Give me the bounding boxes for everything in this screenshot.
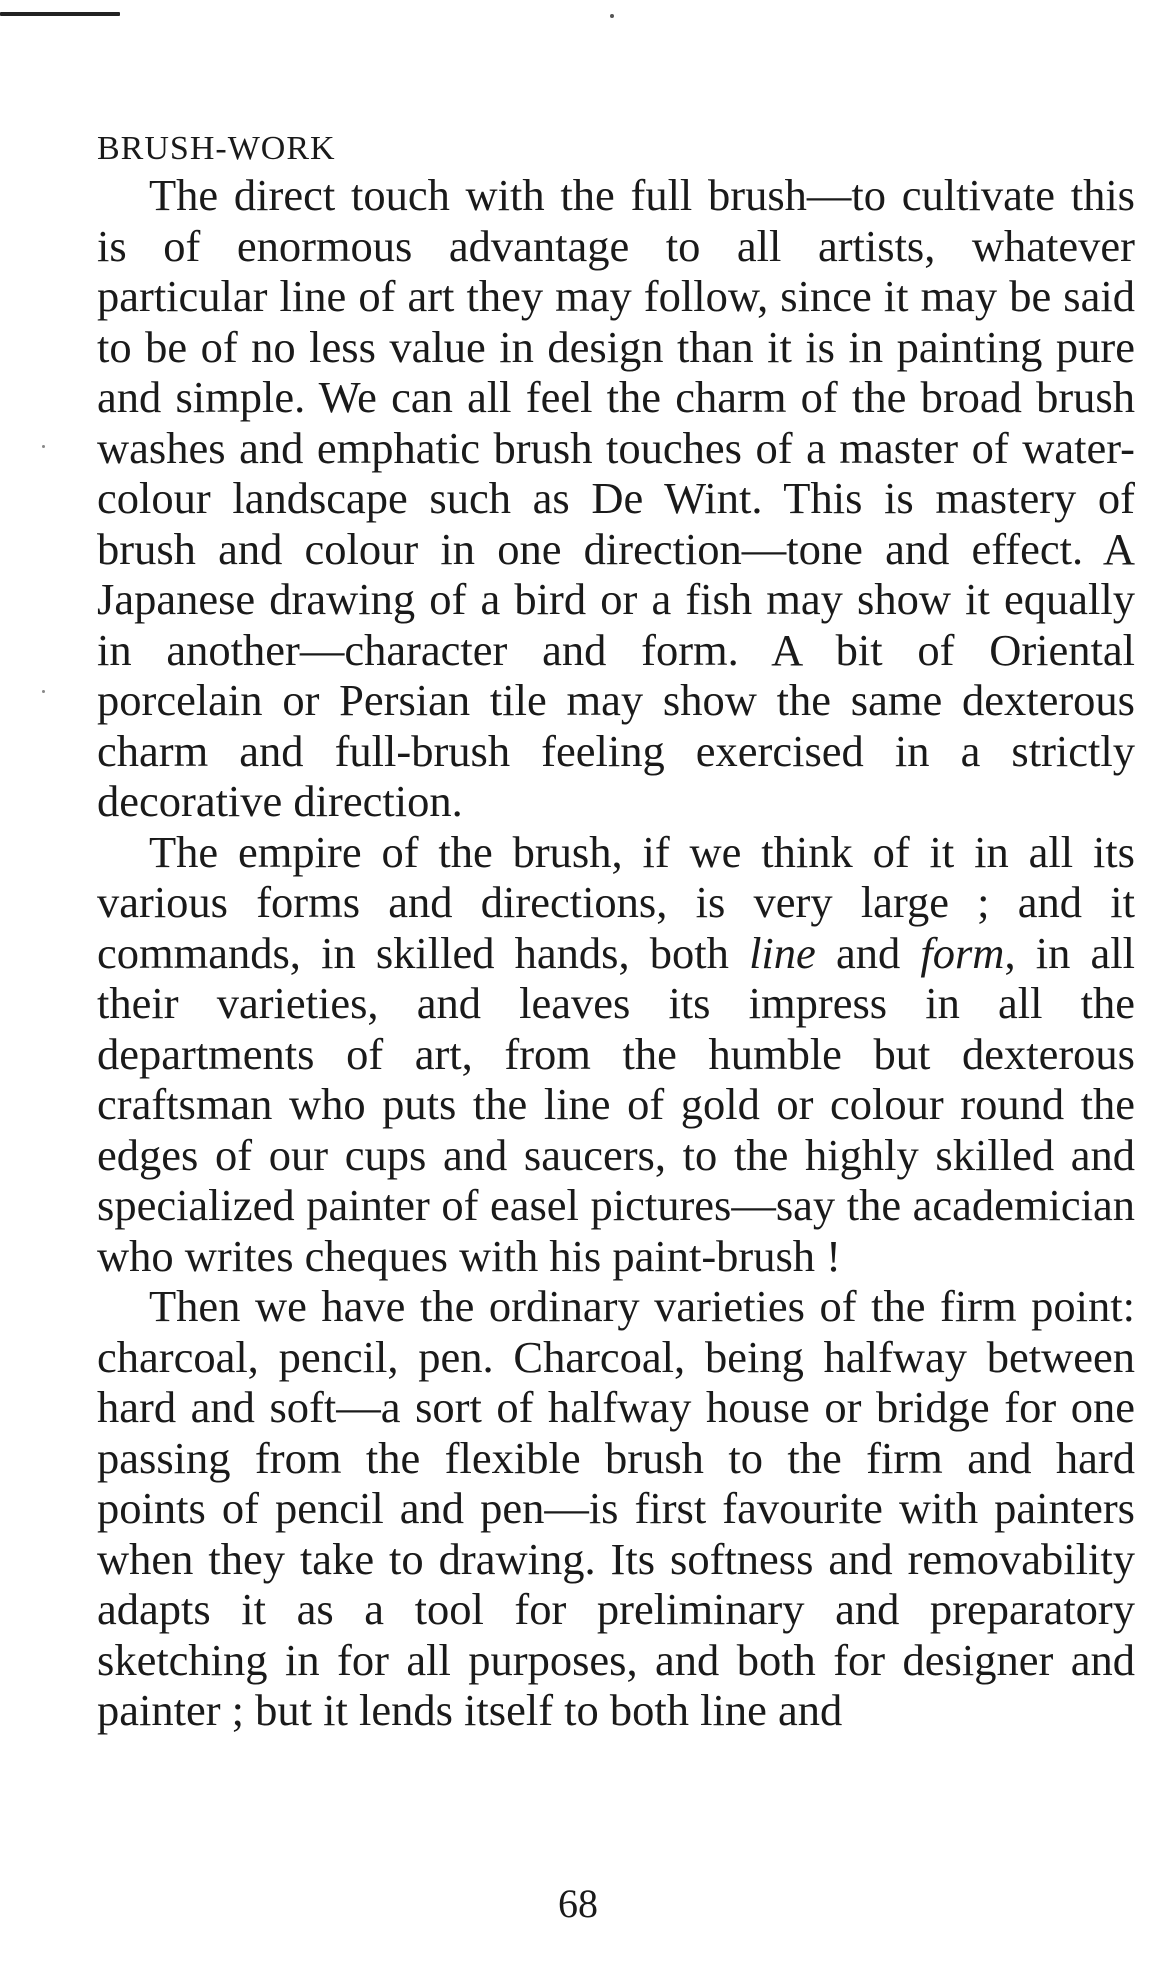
scan-dust-dot: [610, 14, 614, 18]
text-run: and: [815, 927, 921, 978]
margin-speck: [42, 690, 45, 693]
margin-speck: [42, 445, 45, 448]
page-number: 68: [558, 1881, 598, 1926]
text-run: The empire of the brush, if we think of it in all its various forms and directions, is very large ; and it commands, in skilled hands, both: [97, 826, 1135, 978]
paragraph-empire-of-brush: [97, 827, 1135, 1282]
italic-term: line: [749, 927, 816, 978]
italic-term: form: [920, 927, 1005, 978]
text-run: , in all their varieties, and leaves its impress in all the departments of art, from the humble but dexterous craftsman who puts the line of gold or colour round the edges of our cups and saucers, to the highly skilled and specialized painter of easel pictures—say the academician who writes cheques with his paint-brush !: [97, 927, 1135, 1281]
paragraph-firm-point: [97, 1281, 1135, 1736]
text-run: Then we have the ordinary varieties of the firm point: charcoal, pencil, pen. Charcoal, being halfway between hard and soft—a sort of halfway house or bridge for one passing from the flexible brush to the firm and hard points of pencil and pen—is first favourite with painters when they take to drawing. Its softness and removability adapts it as a tool for preliminary and preparatory sketching in for all purposes, and both for designer and painter ; but it lends itself to both line and: [97, 1281, 1135, 1735]
book-page: [97, 128, 1135, 1736]
scan-edge-mark: [0, 12, 120, 16]
running-head: BRUSH-WORK: [97, 130, 336, 167]
text-run: The direct touch with the full brush—to cultivate this is of enormous advantage to all artists, whatever particular line of art they may follow, since it may be said to be of no less value in design than it is in painting pure and simple. We can all feel the charm of the broad brush washes and emphatic brush touches of a master of water-colour landscape such as De Wint. This is mastery of brush and colour in one direction—tone and effect. A Japanese drawing of a bird or a fish may show it equally in another—character and form. A bit of Oriental porcelain or Persian tile may show the same dexterous charm and full-brush feeling exercised in a strictly decorative direction.: [97, 170, 1135, 826]
paragraph-full-brush: [97, 170, 1135, 827]
